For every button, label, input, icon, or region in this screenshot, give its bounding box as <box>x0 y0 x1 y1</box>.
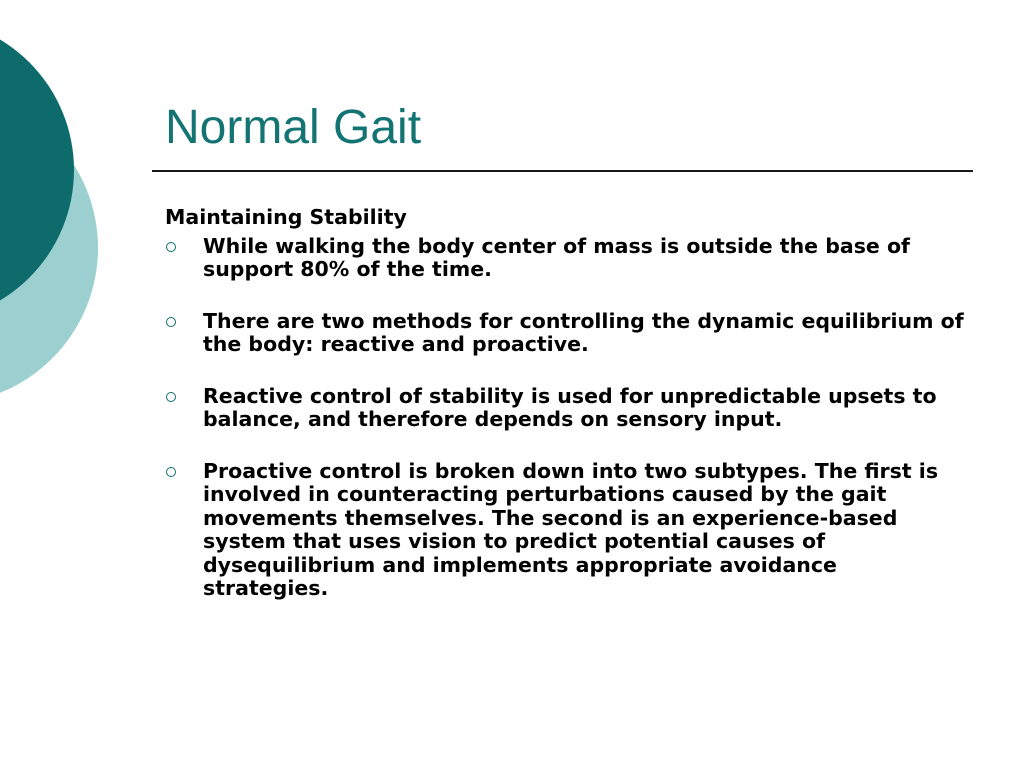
hollow-circle-bullet-icon <box>166 467 176 477</box>
hollow-circle-bullet-icon <box>166 242 176 252</box>
hollow-circle-bullet-icon <box>166 392 176 402</box>
title-divider <box>152 170 973 172</box>
bullet-text: Reactive control of stability is used for unpredictable upsets to balance, and therefore depends on sensory input. <box>203 383 937 431</box>
bullet-text: There are two methods for controlling the dynamic equilibrium of the body: reactive and proactive. <box>203 308 964 356</box>
section-subheading: Maintaining Stability <box>165 205 407 229</box>
slide-content <box>165 206 965 629</box>
bullet-text: While walking the body center of mass is outside the base of support 80% of the time. <box>203 233 910 281</box>
bullet-text: Proactive control is broken down into two subtypes. The first is involved in counteracting perturbations caused by the gait movements themselves. The second is an experience-based system that uses vision to predict potential causes of dysequilibrium and implements appropriate avoidance strategies. <box>203 458 939 600</box>
bullet-item <box>165 460 965 601</box>
bullet-item <box>165 385 965 432</box>
bullet-item <box>165 235 965 282</box>
bullet-list <box>165 235 965 601</box>
decorative-circles <box>0 0 110 420</box>
bullet-item <box>165 310 965 357</box>
slide-title: Normal Gait <box>165 101 422 154</box>
hollow-circle-bullet-icon <box>166 317 176 327</box>
